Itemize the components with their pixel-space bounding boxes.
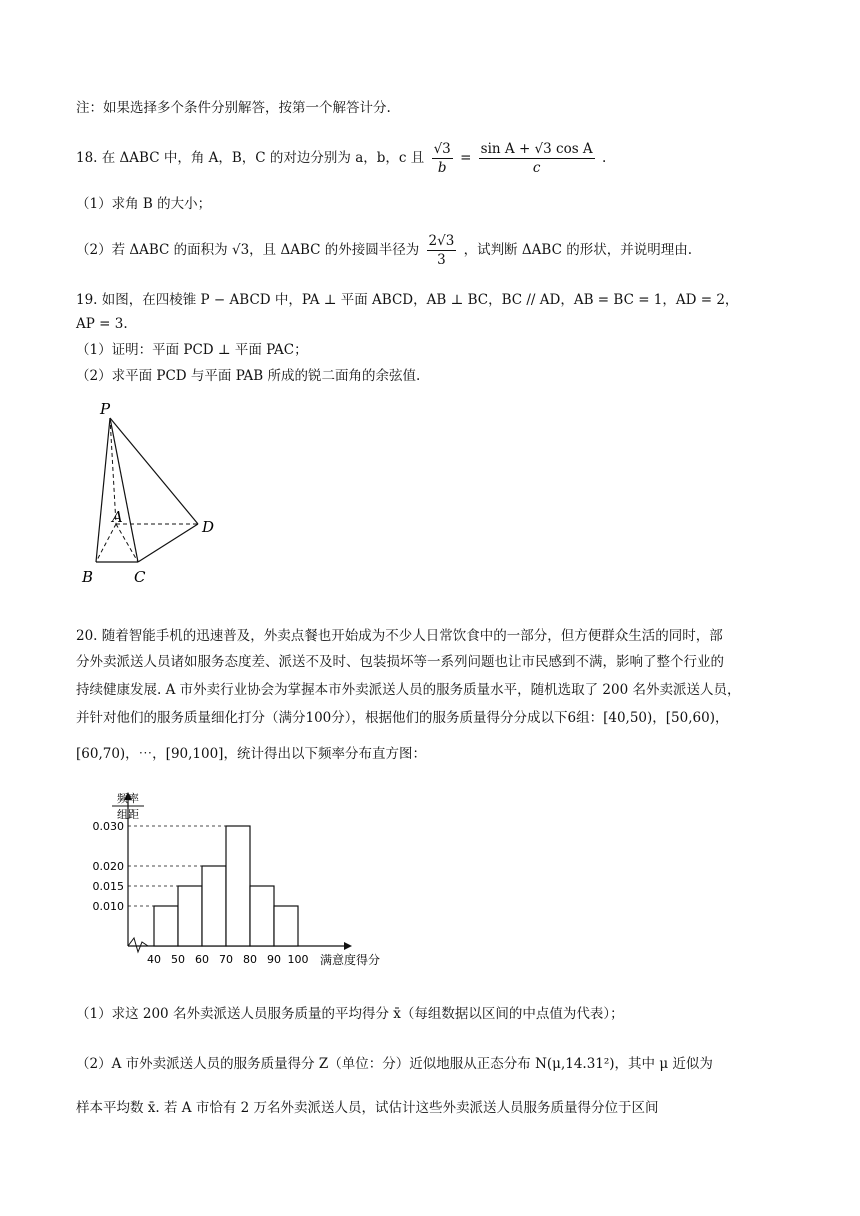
q20-part1: （1）求这 200 名外卖派送人员服务质量的平均得分 x̄（每组数据以区间的中点值为代表）； [76,1006,624,1022]
q18-fraction-2-den: c [532,160,541,176]
q18-fraction-2 [479,140,595,177]
q18-fraction-1 [432,140,453,177]
y-tick-label-1: 0.015 [92,880,124,893]
bar-5 [274,906,298,946]
q19-part1: （1）证明：平面 PCD ⊥ 平面 PAC； [76,342,308,358]
y-tick-label-3: 0.030 [92,820,124,833]
q18-fraction-1-den: b [437,160,447,176]
x-tick-label-4: 80 [243,953,257,966]
edge-cd [138,524,198,562]
q20-line2: 分外卖派送人员诸如服务态度差、派送不及时、包装损坏等一系列问题也让市民感到不满，影响了整个行业的 [76,654,724,670]
x-tick-label-3: 70 [219,953,233,966]
q18-stem [76,140,606,177]
y-axis-label-top: 频率 [117,792,139,805]
x-tick-label-5: 90 [267,953,281,966]
q18-fraction-3-num: 2√3 [428,233,455,249]
y-tick-label-0: 0.010 [92,900,124,913]
bar-4 [250,886,274,946]
q20-line5: [60,70)，⋯，[90,100]，统计得出以下频率分布直方图： [76,746,426,762]
q19-stem-line2: AP = 3. [76,316,128,332]
edge-pb [96,418,110,562]
q18-period: . [601,150,607,166]
q18-fraction-3-den: 3 [437,252,446,268]
x-axis-label: 满意度得分 [320,953,381,967]
bar-1 [178,886,202,946]
q18-fraction-2-num: sin A + √3 cos A [480,141,593,157]
q18-part2 [76,232,692,269]
x-tick-label-2: 60 [195,953,209,966]
bar-3 [226,826,250,946]
axis-break-mark [128,938,148,952]
bar-2 [202,866,226,946]
q18-fraction-3 [427,232,457,269]
q19-stem-line1: 19. 如图，在四棱锥 P − ABCD 中，PA ⊥ 平面 ABCD，AB ⊥ BC，BC // AD，AB = BC = 1，AD = 2， [76,292,739,308]
y-axis-label-bottom: 组距 [117,808,139,821]
edge-pd [110,418,198,524]
q18-equals: = [460,150,472,166]
bar-0 [154,906,178,946]
q20-part2-line2: 样本平均数 x̄. 若 A 市恰有 2 万名外卖派送人员，试估计这些外卖派送人员服务质量得分位于区间 [76,1100,659,1116]
q20-line1: 20. 随着智能手机的迅速普及，外卖点餐也开始成为不少人日常饮食中的一部分，但方便群众生活的同时，部 [76,628,723,644]
q20-part2-line1: （2）A 市外卖派送人员的服务质量得分 Z（单位：分）近似地服从正态分布 N(μ,14.31²)，其中 μ 近似为 [76,1056,713,1072]
q20-line4: 并针对他们的服务质量细化打分（满分100分），根据他们的服务质量得分分成以下6组：[40,50)，[50,60)， [76,710,729,726]
q18-part1: （1）求角 B 的大小； [76,196,212,212]
q18-part2-text-b: ，试判断 ΔABC 的形状，并说明理由. [463,242,692,258]
frequency-histogram [76,786,406,976]
vertex-label-a: A [112,508,123,526]
q18-stem-text: 18. 在 ΔABC 中，角 A，B，C 的对边分别为 a，b，c 且 [76,150,425,166]
x-tick-label-1: 50 [171,953,185,966]
q19-part2: （2）求平面 PCD 与平面 PAB 所成的锐二面角的余弦值. [76,368,421,384]
x-tick-label-0: 40 [147,953,161,966]
vertex-label-d: D [202,518,215,536]
x-tick-label-6: 100 [287,953,309,966]
q18-fraction-1-num: √3 [433,141,451,157]
vertex-label-b: B [82,568,94,586]
vertex-label-c: C [134,568,146,586]
note-text: 注：如果选择多个条件分别解答，按第一个解答计分. [76,100,391,116]
q20-line3: 持续健康发展. A 市外卖行业协会为掌握本市外卖派送人员的服务质量水平，随机选取了 200 名外卖派送人员， [76,682,741,698]
vertex-label-p: P [100,400,111,418]
q18-part2-text-a: （2）若 ΔABC 的面积为 √3，且 ΔABC 的外接圆半径为 [76,242,420,258]
y-tick-label-2: 0.020 [92,860,124,873]
x-axis-arrow [344,942,352,950]
pyramid-figure [70,396,240,592]
